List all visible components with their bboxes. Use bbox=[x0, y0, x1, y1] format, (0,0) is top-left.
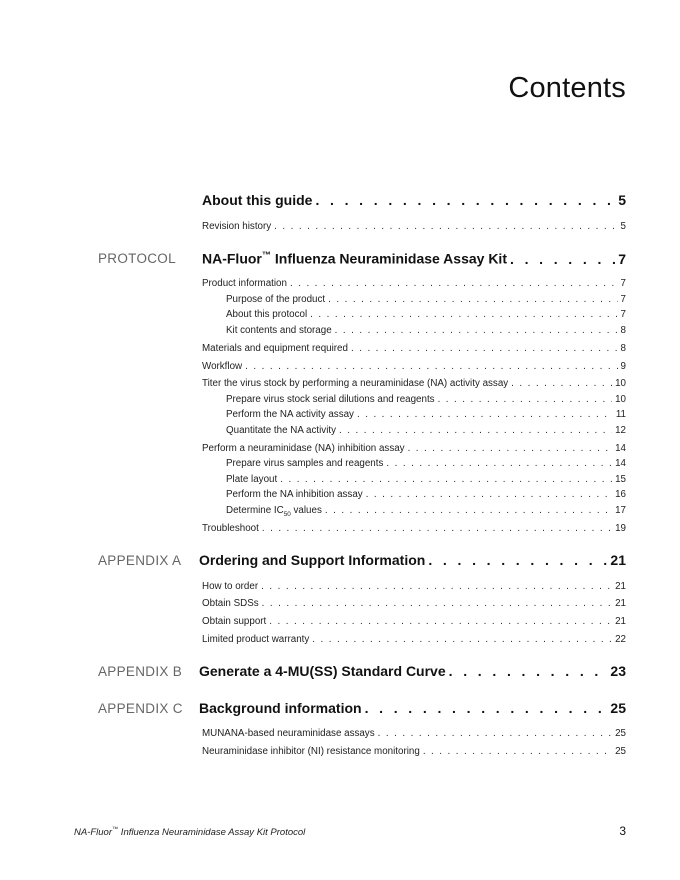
toc-item-label: Purpose of the product bbox=[226, 294, 326, 305]
toc-item-label: Perform the NA activity assay bbox=[226, 409, 354, 420]
toc-page-number: 25 bbox=[610, 700, 626, 716]
toc-page-number: 17 bbox=[615, 505, 626, 516]
toc-page-number: 7 bbox=[620, 278, 626, 289]
toc-item[interactable] bbox=[202, 616, 626, 627]
toc-item[interactable] bbox=[202, 443, 626, 454]
dot-leader bbox=[245, 361, 617, 372]
toc-page-number: 15 bbox=[615, 474, 626, 485]
dot-leader bbox=[290, 278, 618, 289]
toc-item[interactable] bbox=[202, 634, 626, 645]
toc-item[interactable] bbox=[202, 598, 626, 609]
toc-item-label: Limited product warranty bbox=[202, 634, 310, 645]
dot-leader bbox=[310, 309, 617, 320]
toc-item[interactable] bbox=[226, 394, 626, 405]
toc-item-label: How to order bbox=[202, 581, 259, 592]
dot-leader bbox=[262, 598, 612, 609]
toc-page-number: 5 bbox=[618, 192, 626, 208]
toc-item[interactable] bbox=[202, 523, 626, 534]
dot-leader bbox=[325, 505, 612, 516]
dot-leader bbox=[511, 378, 612, 389]
toc-item[interactable] bbox=[202, 378, 626, 389]
toc-page-number: 16 bbox=[615, 489, 626, 500]
toc-item-label: Product information bbox=[202, 278, 287, 289]
toc-item[interactable] bbox=[226, 294, 626, 305]
toc-item-label: Perform a neuraminidase (NA) inhibition assay bbox=[202, 443, 405, 454]
dot-leader bbox=[408, 443, 613, 454]
toc-item-label: Determine $IC_{50}$ values bbox=[226, 505, 322, 518]
toc-item-label: Kit contents and storage bbox=[226, 325, 332, 336]
toc-page-number: 19 bbox=[615, 523, 626, 534]
toc-item[interactable] bbox=[202, 361, 626, 372]
toc-page-number: 7 bbox=[618, 250, 626, 267]
toc-section-title: About this guide bbox=[202, 192, 313, 208]
toc-page-number: 11 bbox=[615, 409, 626, 420]
toc-item-label: Perform the NA inhibition assay bbox=[226, 489, 363, 500]
toc-page-number: 22 bbox=[615, 634, 626, 645]
toc-page-number: 21 bbox=[615, 616, 626, 627]
toc-page-number: 10 bbox=[615, 378, 626, 389]
toc-section-appendix-c[interactable] bbox=[199, 700, 626, 716]
toc-page-number: 21 bbox=[615, 581, 626, 592]
toc-page-number: 23 bbox=[610, 663, 626, 679]
dot-leader bbox=[274, 221, 617, 232]
toc-item-label: Plate layout bbox=[226, 474, 278, 485]
footer-page-number: 3 bbox=[619, 824, 626, 838]
toc-item[interactable] bbox=[226, 474, 626, 485]
toc-page-number: 10 bbox=[615, 394, 626, 405]
toc-item-label: About this protocol bbox=[226, 309, 308, 320]
toc-page-number: 21 bbox=[615, 598, 626, 609]
toc-section-about[interactable] bbox=[202, 192, 626, 208]
dot-leader bbox=[339, 425, 612, 436]
dot-leader bbox=[269, 616, 612, 627]
section-label-appendix-b: APPENDIX B bbox=[98, 664, 183, 679]
page-title: Contents bbox=[508, 72, 626, 104]
dot-leader bbox=[378, 728, 612, 739]
toc-item-label: Workflow bbox=[202, 361, 243, 372]
toc-item-label: Titer the virus stock by performing a neuraminidase (NA) activity assay bbox=[202, 378, 509, 389]
toc-item[interactable] bbox=[202, 581, 626, 592]
dot-leader bbox=[423, 746, 612, 757]
toc-section-appendix-a[interactable] bbox=[199, 552, 626, 568]
toc-item[interactable] bbox=[202, 746, 626, 757]
dot-leader bbox=[335, 325, 618, 336]
toc-item[interactable] bbox=[226, 325, 626, 336]
toc-item-label: Troubleshoot bbox=[202, 523, 259, 534]
toc-section-appendix-b[interactable] bbox=[199, 663, 626, 679]
toc-section-title: Ordering and Support Information bbox=[199, 552, 426, 568]
toc-item[interactable] bbox=[202, 221, 626, 232]
toc-section-title: Background information bbox=[199, 700, 362, 716]
toc-item-label: Quantitate the NA activity bbox=[226, 425, 336, 436]
toc-page-number: 9 bbox=[620, 361, 626, 372]
dot-leader bbox=[386, 458, 612, 469]
toc-item[interactable] bbox=[226, 309, 626, 320]
toc-page-number: 5 bbox=[620, 221, 626, 232]
dot-leader bbox=[365, 700, 608, 716]
toc-page-number: 25 bbox=[615, 728, 626, 739]
toc-item-label: Obtain SDSs bbox=[202, 598, 259, 609]
section-label-appendix-c: APPENDIX C bbox=[98, 701, 183, 716]
toc-page-number: 7 bbox=[620, 294, 626, 305]
dot-leader bbox=[428, 552, 607, 568]
toc-page-number: 25 bbox=[615, 746, 626, 757]
toc-item-label: Neuraminidase inhibitor (NI) resistance monitoring bbox=[202, 746, 420, 757]
toc-item[interactable] bbox=[226, 409, 626, 420]
toc-item[interactable] bbox=[202, 278, 626, 289]
toc-page-number: 12 bbox=[615, 425, 626, 436]
toc-section-title: Generate a 4-MU(SS) Standard Curve bbox=[199, 663, 446, 679]
toc-section-title: NA-Fluor™ Influenza Neuraminidase Assay Kit bbox=[202, 250, 507, 267]
dot-leader bbox=[312, 634, 612, 645]
toc-page-number: 7 bbox=[620, 309, 626, 320]
section-label-protocol: PROTOCOL bbox=[98, 251, 176, 266]
toc-page-number: 14 bbox=[615, 443, 626, 454]
toc-item[interactable] bbox=[202, 728, 626, 739]
toc-item[interactable] bbox=[226, 425, 626, 436]
dot-leader bbox=[366, 489, 612, 500]
toc-item-label: Materials and equipment required bbox=[202, 343, 348, 354]
toc-section-protocol[interactable] bbox=[202, 250, 626, 267]
dot-leader bbox=[280, 474, 612, 485]
toc-item[interactable] bbox=[226, 505, 626, 518]
toc-item[interactable] bbox=[226, 489, 626, 500]
dot-leader bbox=[328, 294, 617, 305]
toc-page-number: 14 bbox=[615, 458, 626, 469]
toc-page-number: 8 bbox=[620, 325, 626, 336]
toc-item-label: Prepare virus stock serial dilutions and reagents bbox=[226, 394, 435, 405]
toc-item-label: Prepare virus samples and reagents bbox=[226, 458, 384, 469]
toc-item[interactable] bbox=[226, 458, 626, 469]
footer-document-title: NA-Fluor™ Influenza Neuraminidase Assay Kit Protocol bbox=[74, 826, 306, 839]
dot-leader bbox=[315, 192, 615, 208]
dot-leader bbox=[262, 523, 612, 534]
dot-leader bbox=[449, 663, 608, 679]
dot-leader bbox=[510, 251, 615, 267]
dot-leader bbox=[357, 409, 613, 420]
section-label-appendix-a: APPENDIX A bbox=[98, 553, 182, 568]
toc-item-label: Obtain support bbox=[202, 616, 267, 627]
dot-leader bbox=[351, 343, 618, 354]
toc-item[interactable] bbox=[202, 343, 626, 354]
toc-item-label: MUNANA-based neuraminidase assays bbox=[202, 728, 375, 739]
toc-item-label: Revision history bbox=[202, 221, 272, 232]
dot-leader bbox=[261, 581, 612, 592]
toc-page-number: 21 bbox=[610, 552, 626, 568]
toc-page-number: 8 bbox=[620, 343, 626, 354]
dot-leader bbox=[438, 394, 613, 405]
